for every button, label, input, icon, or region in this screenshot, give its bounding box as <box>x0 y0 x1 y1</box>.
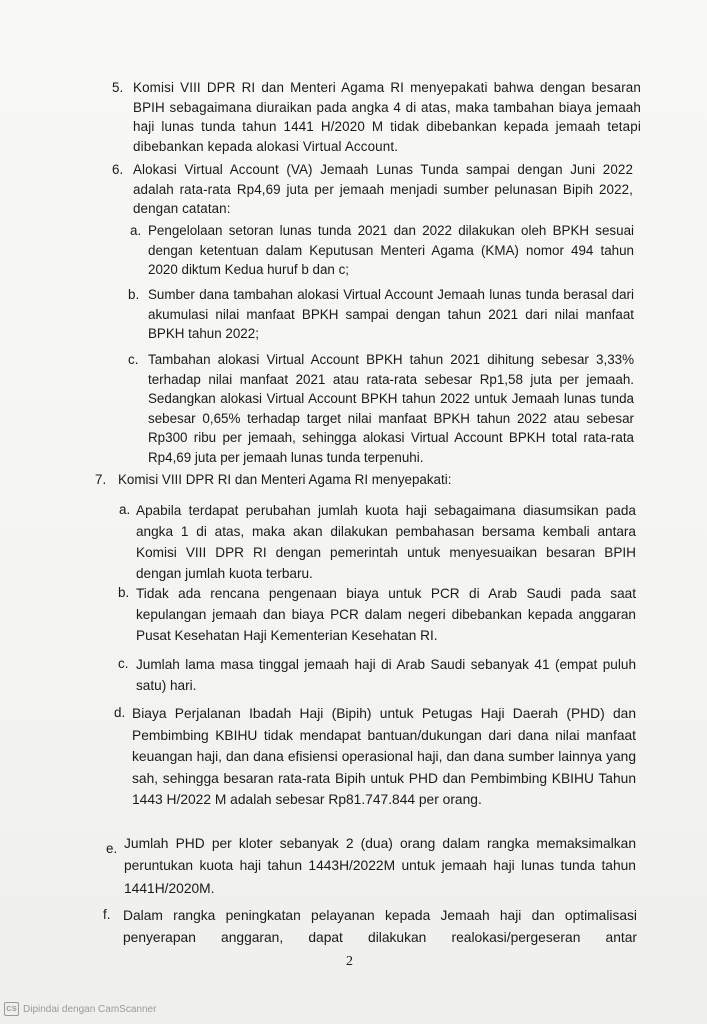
subitem-text-6a: Pengelolaan setoran lunas tunda 2021 dan 2022 dilakukan oleh BPKH sesuai dengan ketentuan dalam Keputusan Menteri Agama (KMA) nomor 494 tahun 2020 diktum Kedua huruf b dan c; <box>148 223 634 278</box>
subitem-text-7f: Dalam rangka peningkatan pelayanan kepada Jemaah haji dan optimalisasi penyerapan anggaran, dapat dilakukan realokasi/pergeseran antar <box>123 908 637 946</box>
subitem-text-7b: Tidak ada rencana pengenaan biaya untuk PCR di Arab Saudi pada saat kepulangan jemaah dan biaya PCR dalam negeri dibebankan kepada anggaran Pusat Kesehatan Haji Kementerian Kesehatan RI. <box>136 586 636 643</box>
subitem-text-7a: Apabila terdapat perubahan jumlah kuota haji sebagaimana diasumsikan pada angka 1 di atas, maka akan dilakukan pembahasan bersama kembali antara Komisi VIII DPR RI dengan pemerintah untuk menyesuaikan besaran BPIH dengan jumlah kuota terbaru. <box>136 503 636 581</box>
subitem-marker-7b: b. <box>118 585 130 600</box>
subitem-text-6c: Tambahan alokasi Virtual Account BPKH tahun 2021 dihitung sebesar 3,33% terhadap nilai manfaat 2021 atau rata-rata sebesar Rp1,58 juta per jemaah. Sedangkan alokasi Virtual Account BPKH tahun 2022 untuk Jemaah lunas tunda sebesar 0,65% terhadap target nilai manfaat BPKH tahun 2022 atau sebesar Rp300 ribu per jemaah, sehingga alokasi Virtual Account BPKH total rata-rata Rp4,69 juta per jemaah lunas tunda terpenuhi. <box>148 352 634 465</box>
item-text-6: Alokasi Virtual Account (VA) Jemaah Lunas Tunda sampai dengan Juni 2022 adalah rata-rata Rp4,69 juta per jemaah menjadi sumber pelunasan Bipih 2022, dengan catatan: <box>133 162 633 217</box>
subitem-marker-7e: e. <box>106 841 118 856</box>
item-number-5: 5. <box>112 80 124 95</box>
subitem-marker-6b: b. <box>128 287 140 302</box>
item-number-7: 7. <box>95 472 107 487</box>
subitem-marker-6a: a. <box>130 223 142 238</box>
subitem-text-7d: Biaya Perjalanan Ibadah Haji (Bipih) untuk Petugas Haji Daerah (PHD) dan Pembimbing KBIHU tidak mendapat bantuan/dukungan dari dana nilai manfaat keuangan haji, dan dana efisiensi operasional haji, dan dana sumber lainnya yang sah, sehingga besaran rata-rata Bipih untuk PHD dan Pembimbing KBIHU Tahun 1443 H/2022 M adalah sebesar Rp81.747.844 per orang. <box>132 706 636 808</box>
subitem-text-7e: Jumlah PHD per kloter sebanyak 2 (dua) orang dalam rangka memaksimalkan peruntukan kuota haji tahun 1443H/2022M untuk jemaah haji lunas tunda tahun 1441H/2020M. <box>124 836 636 896</box>
page-number: 2 <box>346 954 353 969</box>
item-text-5: Komisi VIII DPR RI dan Menteri Agama RI menyepakati bahwa dengan besaran BPIH sebagaimana diuraikan pada angka 4 di atas, maka tambahan biaya jemaah haji lunas tunda tahun 1441 H/2020 M tidak dibebankan kepada jemaah tetapi dibebankan kepada alokasi Virtual Account. <box>133 80 641 154</box>
subitem-marker-6c: c. <box>128 352 139 367</box>
item-text-7: Komisi VIII DPR RI dan Menteri Agama RI menyepakati: <box>118 472 452 487</box>
item-number-6: 6. <box>112 162 124 177</box>
camscanner-watermark <box>4 1002 156 1016</box>
subitem-marker-7f: f. <box>103 907 111 922</box>
subitem-marker-7c: c. <box>118 656 129 671</box>
watermark-text: Dipindai dengan CamScanner <box>23 1003 157 1015</box>
subitem-text-6b: Sumber dana tambahan alokasi Virtual Account Jemaah lunas tunda berasal dari akumulasi nilai manfaat BPKH sampai dengan tahun 2021 dari nilai manfaat BPKH tahun 2022; <box>148 287 634 342</box>
subitem-marker-7a: a. <box>119 502 131 517</box>
camscanner-logo-icon: CS <box>4 1002 19 1016</box>
subitem-marker-7d: d. <box>114 705 126 720</box>
subitem-text-7c: Jumlah lama masa tinggal jemaah haji di Arab Saudi sebanyak 41 (empat puluh satu) hari. <box>136 657 636 693</box>
